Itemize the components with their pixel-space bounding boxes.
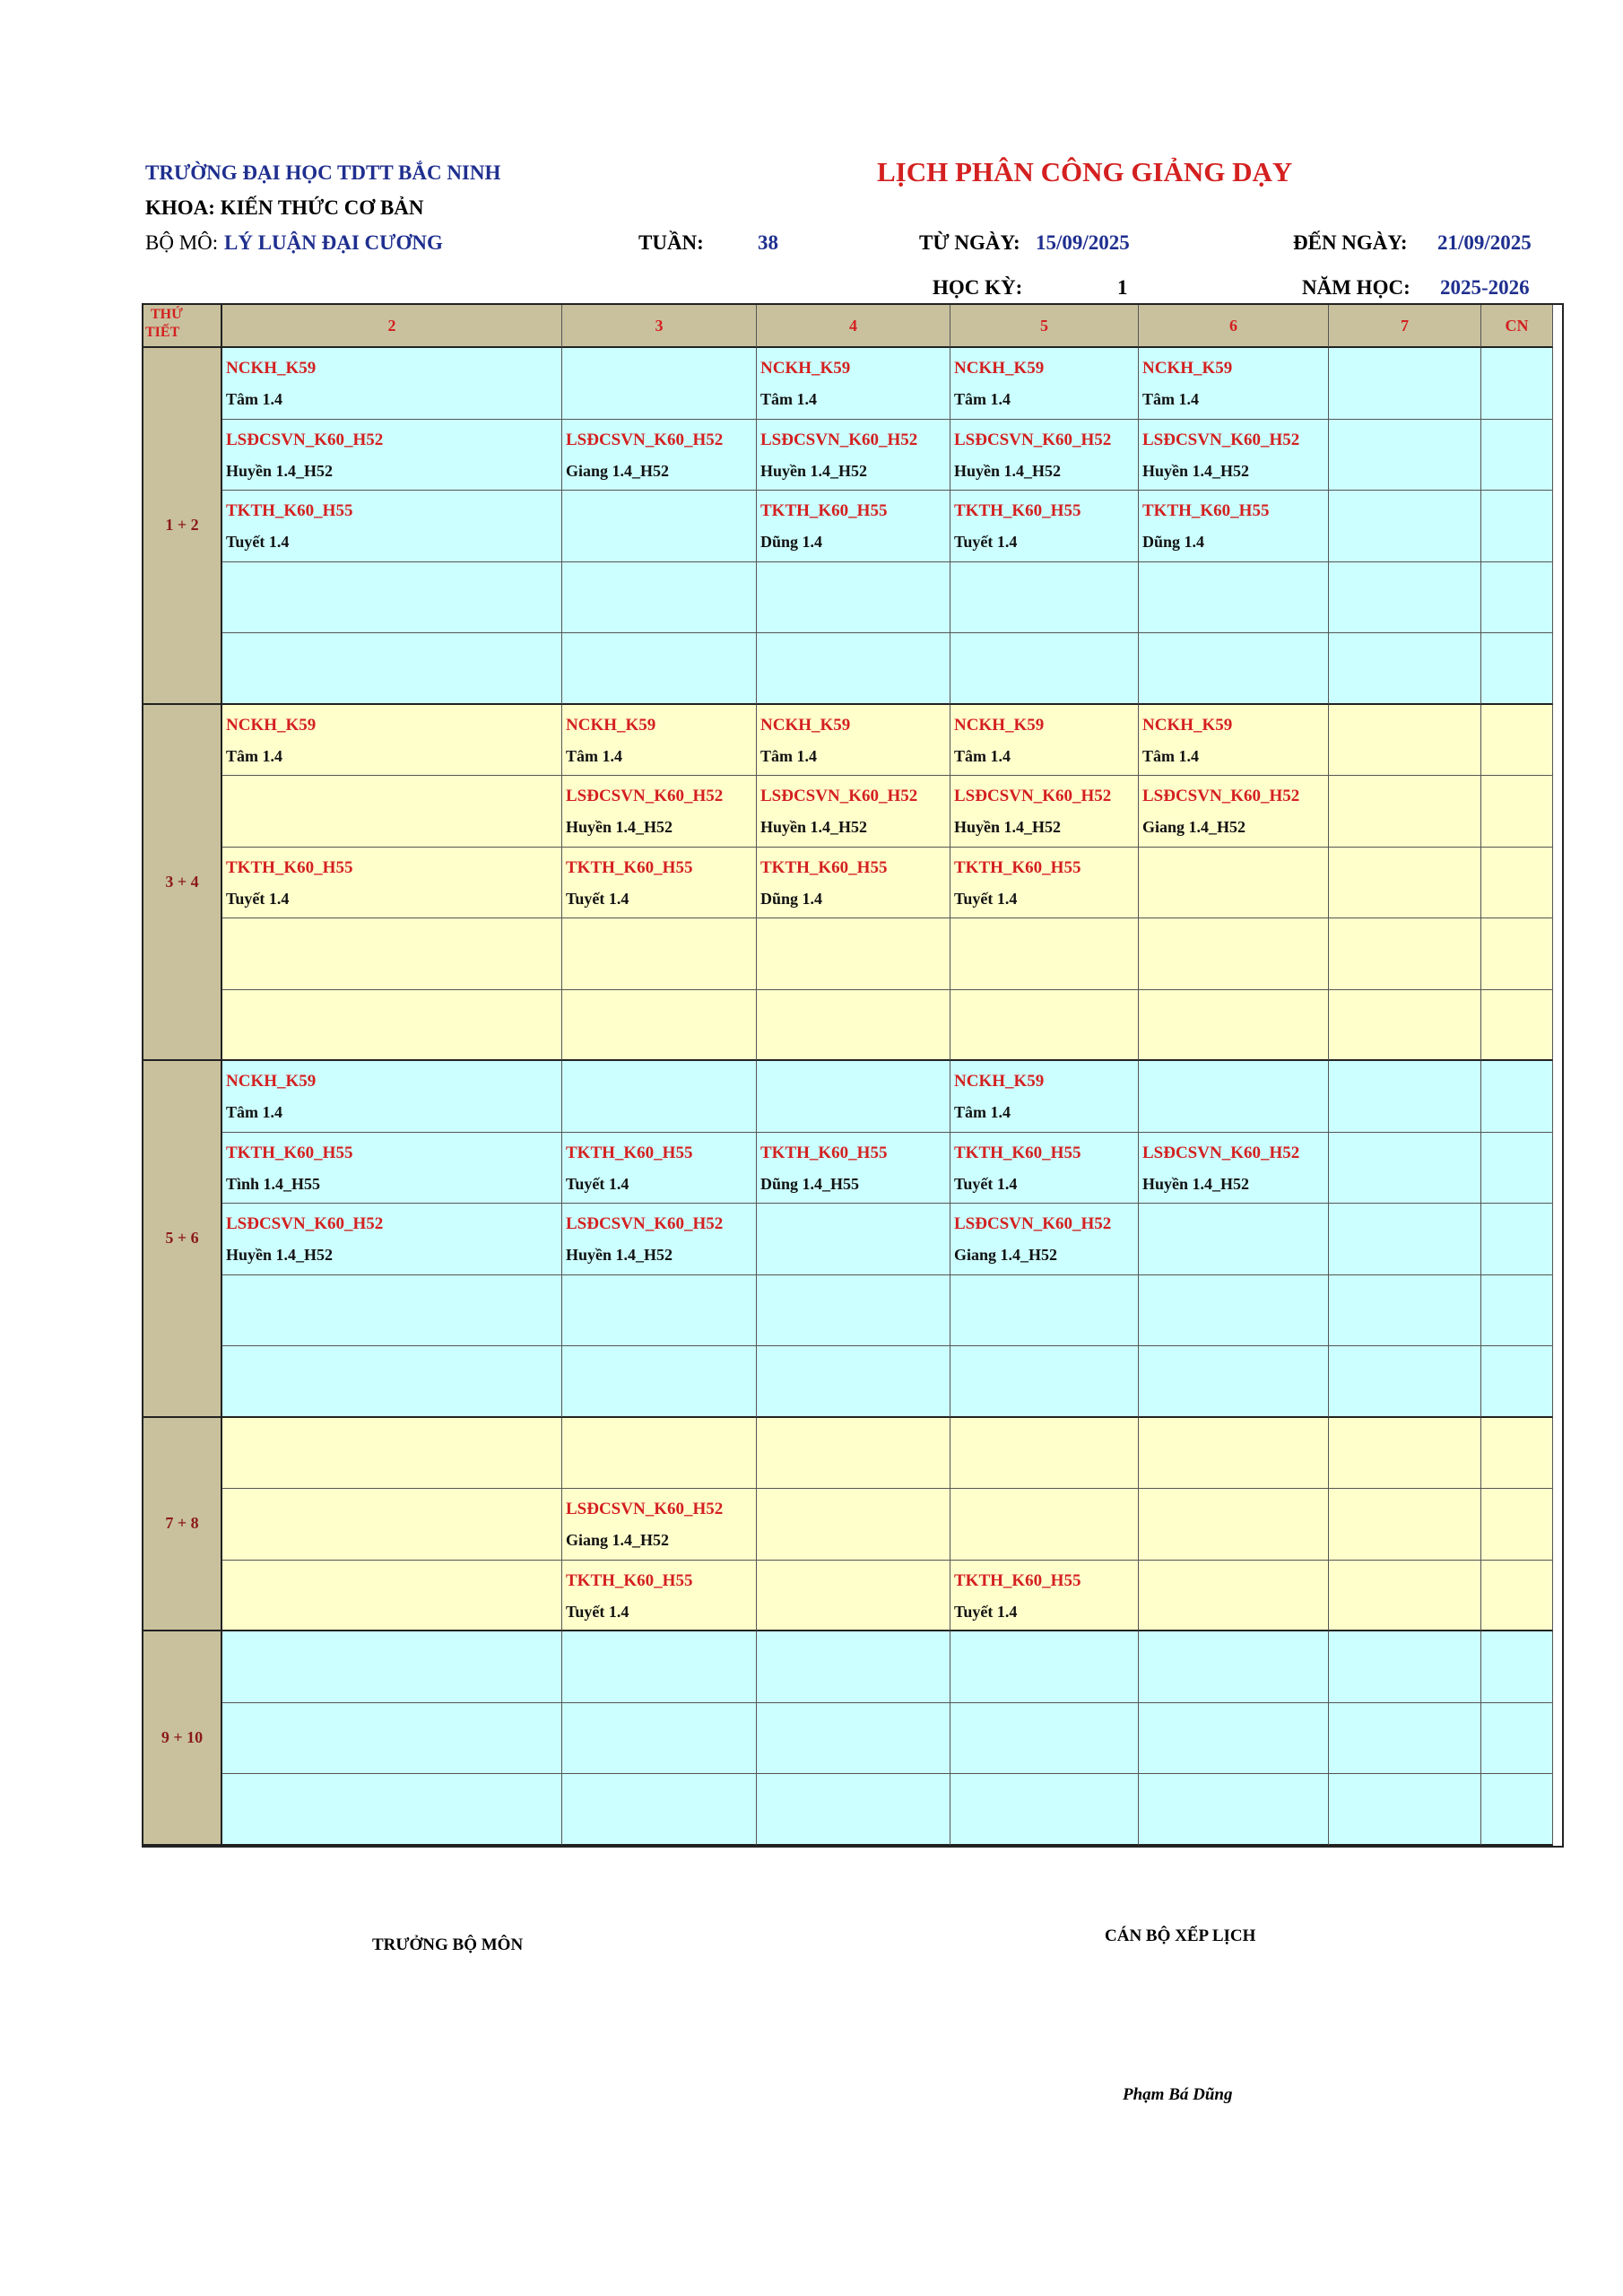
course-code: TKTH_K60_H55 — [954, 501, 1081, 520]
schedule-cell — [222, 1204, 562, 1275]
empty-cell — [950, 1418, 1139, 1490]
teacher-assignment: Huyền 1.4_H52 — [566, 1246, 673, 1264]
empty-cell — [562, 348, 757, 420]
schedule-cell — [757, 1133, 950, 1205]
empty-cell — [562, 1346, 757, 1418]
schedule-cell — [562, 420, 757, 491]
teacher-assignment: Tuyết 1.4 — [954, 889, 1018, 908]
schedule-cell — [222, 348, 562, 420]
empty-cell — [1329, 1061, 1481, 1133]
teacher-assignment: Dũng 1.4 — [760, 889, 823, 908]
empty-cell — [1329, 918, 1481, 990]
schedule-cell — [562, 1133, 757, 1205]
empty-cell — [1481, 1489, 1553, 1561]
course-code: TKTH_K60_H55 — [760, 1143, 888, 1162]
schedule-cell — [1139, 348, 1329, 420]
course-code: TKTH_K60_H55 — [954, 1570, 1081, 1590]
empty-cell — [222, 1418, 562, 1490]
day-header-4: 4 — [757, 305, 950, 348]
scheduler-title: CÁN BỘ XẾP LỊCH — [1105, 1926, 1256, 1945]
empty-cell — [757, 633, 950, 705]
day-header-7: 7 — [1329, 305, 1481, 348]
teacher-assignment: Huyền 1.4_H52 — [1142, 1174, 1250, 1193]
empty-cell — [757, 562, 950, 634]
empty-cell — [757, 1774, 950, 1846]
schedule-cell — [950, 1204, 1139, 1275]
teacher-assignment: Tuyết 1.4 — [954, 1602, 1018, 1621]
teacher-assignment: Tâm 1.4 — [954, 390, 1011, 408]
course-code: NCKH_K59 — [760, 359, 851, 378]
course-code: TKTH_K60_H55 — [566, 1143, 693, 1162]
empty-cell — [1481, 1703, 1553, 1775]
teacher-assignment: Giang 1.4_H52 — [954, 1246, 1058, 1264]
course-code: LSĐCSVN_K60_H52 — [1142, 787, 1300, 805]
course-code: NCKH_K59 — [760, 715, 851, 735]
empty-cell — [757, 1418, 950, 1490]
schedule-cell — [1139, 705, 1329, 777]
empty-cell — [757, 1204, 950, 1275]
head-of-department-title: TRƯỞNG BỘ MÔN — [372, 1935, 524, 1954]
empty-cell — [1481, 1346, 1553, 1418]
empty-cell — [1139, 848, 1329, 919]
empty-cell — [757, 990, 950, 1062]
school-year-label: NĂM HỌC: — [1302, 276, 1410, 299]
empty-cell — [1481, 990, 1553, 1062]
teacher-assignment: Tuyết 1.4 — [566, 1174, 629, 1193]
corner-period-label: TIẾT — [145, 325, 180, 340]
teacher-assignment: Tâm 1.4 — [226, 390, 282, 408]
empty-cell — [1329, 1418, 1481, 1490]
empty-cell — [1139, 918, 1329, 990]
course-code: LSĐCSVN_K60_H52 — [1142, 430, 1300, 449]
empty-cell — [1139, 1774, 1329, 1846]
empty-cell — [222, 918, 562, 990]
empty-cell — [950, 1774, 1139, 1846]
empty-cell — [562, 990, 757, 1062]
empty-cell — [757, 1489, 950, 1561]
empty-cell — [950, 1631, 1139, 1703]
schedule-cell — [757, 848, 950, 919]
course-code: TKTH_K60_H55 — [566, 857, 693, 877]
course-code: LSĐCSVN_K60_H52 — [954, 430, 1112, 449]
period-label: 3 + 4 — [165, 872, 199, 891]
course-code: LSĐCSVN_K60_H52 — [566, 787, 724, 805]
course-code: LSĐCSVN_K60_H52 — [760, 430, 918, 449]
schedule-cell — [950, 1061, 1139, 1133]
course-code: LSĐCSVN_K60_H52 — [566, 1500, 724, 1518]
schedule-cell — [950, 491, 1139, 562]
empty-cell — [1329, 633, 1481, 705]
empty-cell — [1329, 1346, 1481, 1418]
schedule-cell — [1139, 491, 1329, 562]
school-name: TRƯỜNG ĐẠI HỌC TDTT BẮC NINH — [145, 161, 501, 184]
empty-cell — [1481, 1061, 1553, 1133]
teacher-assignment: Huyền 1.4_H52 — [954, 461, 1062, 480]
schedule-cell — [757, 776, 950, 848]
schedule-cell — [757, 705, 950, 777]
empty-cell — [222, 562, 562, 634]
week-value: 38 — [758, 231, 778, 254]
empty-cell — [1139, 1346, 1329, 1418]
empty-cell — [950, 633, 1139, 705]
empty-cell — [757, 1631, 950, 1703]
teacher-assignment: Huyền 1.4_H52 — [566, 818, 673, 836]
empty-cell — [1329, 420, 1481, 491]
empty-cell — [1329, 1133, 1481, 1205]
to-date-value: 21/09/2025 — [1437, 231, 1532, 254]
schedule-table — [142, 303, 1564, 1848]
teacher-assignment: Tình 1.4_H55 — [226, 1174, 321, 1193]
teacher-assignment: Giang 1.4_H52 — [1142, 818, 1246, 836]
schedule-cell — [562, 848, 757, 919]
empty-cell — [950, 1489, 1139, 1561]
empty-cell — [757, 1346, 950, 1418]
course-code: TKTH_K60_H55 — [954, 1143, 1081, 1162]
department-label: BỘ MÔ: — [145, 231, 219, 254]
empty-cell — [1329, 348, 1481, 420]
course-code: TKTH_K60_H55 — [760, 857, 888, 877]
empty-cell — [757, 918, 950, 990]
teacher-assignment: Tâm 1.4 — [760, 390, 817, 408]
empty-cell — [1139, 1418, 1329, 1490]
empty-cell — [1139, 1061, 1329, 1133]
course-code: NCKH_K59 — [954, 715, 1045, 735]
to-date-label: ĐẾN NGÀY: — [1293, 231, 1408, 254]
schedule-cell — [950, 1133, 1139, 1205]
teacher-assignment: Huyền 1.4_H52 — [760, 818, 868, 836]
teacher-assignment: Tâm 1.4 — [1142, 390, 1199, 408]
teacher-assignment: Dũng 1.4_H55 — [760, 1174, 860, 1193]
teacher-assignment: Huyền 1.4_H52 — [954, 818, 1062, 836]
empty-cell — [1329, 1204, 1481, 1275]
course-code: NCKH_K59 — [954, 1072, 1045, 1091]
empty-cell — [562, 1703, 757, 1775]
period-header — [143, 1631, 222, 1846]
period-header — [143, 1418, 222, 1632]
course-code: NCKH_K59 — [226, 359, 317, 378]
empty-cell — [1329, 990, 1481, 1062]
period-header — [143, 1061, 222, 1418]
empty-cell — [1329, 1631, 1481, 1703]
teacher-assignment: Huyền 1.4_H52 — [226, 461, 334, 480]
empty-cell — [1329, 1489, 1481, 1561]
empty-cell — [222, 776, 562, 848]
empty-cell — [562, 918, 757, 990]
period-header — [143, 348, 222, 705]
teacher-assignment: Tâm 1.4 — [226, 746, 282, 765]
course-code: TKTH_K60_H55 — [954, 857, 1081, 877]
from-date-label: TỪ NGÀY: — [919, 231, 1020, 254]
course-code: TKTH_K60_H55 — [760, 501, 888, 520]
empty-cell — [1481, 1561, 1553, 1632]
empty-cell — [1329, 848, 1481, 919]
corner-day-label: THỨ — [151, 307, 183, 322]
empty-cell — [562, 1275, 757, 1347]
teacher-assignment: Dũng 1.4 — [1142, 533, 1205, 551]
course-code: LSĐCSVN_K60_H52 — [954, 1214, 1112, 1233]
empty-cell — [222, 1346, 562, 1418]
empty-cell — [222, 1703, 562, 1775]
empty-cell — [1139, 1275, 1329, 1347]
empty-cell — [757, 1275, 950, 1347]
teacher-assignment: Tuyết 1.4 — [566, 1602, 629, 1621]
schedule-cell — [1139, 1133, 1329, 1205]
empty-cell — [1329, 1275, 1481, 1347]
school-year-value: 2025-2026 — [1440, 276, 1530, 299]
empty-cell — [1481, 776, 1553, 848]
period-label: 7 + 8 — [165, 1514, 199, 1533]
empty-cell — [562, 562, 757, 634]
empty-cell — [1481, 918, 1553, 990]
empty-cell — [1481, 1204, 1553, 1275]
empty-cell — [950, 918, 1139, 990]
corner-header — [143, 305, 222, 348]
schedule-cell — [950, 420, 1139, 491]
empty-cell — [1329, 1561, 1481, 1632]
schedule-cell — [562, 1561, 757, 1632]
course-code: LSĐCSVN_K60_H52 — [566, 430, 724, 449]
empty-cell — [222, 1774, 562, 1846]
teacher-assignment: Tuyết 1.4 — [954, 533, 1018, 551]
day-header-6: 6 — [1139, 305, 1329, 348]
empty-cell — [222, 1275, 562, 1347]
teacher-assignment: Huyền 1.4_H52 — [1142, 461, 1250, 480]
period-label: 5 + 6 — [165, 1229, 199, 1248]
empty-cell — [950, 1703, 1139, 1775]
teacher-assignment: Tâm 1.4 — [954, 1103, 1011, 1121]
empty-cell — [1139, 990, 1329, 1062]
teacher-assignment: Tuyết 1.4 — [226, 889, 290, 908]
course-code: LSĐCSVN_K60_H52 — [226, 430, 384, 449]
teacher-assignment: Tuyết 1.4 — [226, 533, 290, 551]
schedule-cell — [757, 491, 950, 562]
teacher-assignment: Dũng 1.4 — [760, 533, 823, 551]
teacher-assignment: Giang 1.4_H52 — [566, 1531, 670, 1549]
empty-cell — [1139, 1631, 1329, 1703]
schedule-cell — [950, 348, 1139, 420]
empty-cell — [1481, 848, 1553, 919]
schedule-cell — [562, 1489, 757, 1561]
period-label: 1 + 2 — [165, 516, 199, 535]
empty-cell — [1139, 1204, 1329, 1275]
teacher-assignment: Tuyết 1.4 — [954, 1174, 1018, 1193]
empty-cell — [757, 1561, 950, 1632]
scheduler-name: Phạm Bá Dũng — [1123, 2085, 1233, 2104]
schedule-cell — [950, 776, 1139, 848]
empty-cell — [1139, 1703, 1329, 1775]
empty-cell — [1139, 1561, 1329, 1632]
course-code: TKTH_K60_H55 — [1142, 501, 1270, 520]
course-code: TKTH_K60_H55 — [226, 501, 353, 520]
empty-cell — [757, 1703, 950, 1775]
term-label: HỌC KỲ: — [933, 276, 1023, 299]
course-code: LSĐCSVN_K60_H52 — [566, 1214, 724, 1233]
period-header — [143, 705, 222, 1062]
empty-cell — [222, 1631, 562, 1703]
empty-cell — [1481, 1418, 1553, 1490]
schedule-cell — [222, 420, 562, 491]
schedule-cell — [562, 705, 757, 777]
empty-cell — [1481, 1275, 1553, 1347]
schedule-cell — [1139, 420, 1329, 491]
page-title: LỊCH PHÂN CÔNG GIẢNG DẠY — [877, 156, 1293, 187]
empty-cell — [950, 1275, 1139, 1347]
empty-cell — [950, 562, 1139, 634]
teacher-assignment: Tâm 1.4 — [760, 746, 817, 765]
empty-cell — [1481, 348, 1553, 420]
course-code: NCKH_K59 — [954, 359, 1045, 378]
schedule-cell — [222, 705, 562, 777]
empty-cell — [1481, 1774, 1553, 1846]
empty-cell — [1329, 1703, 1481, 1775]
empty-cell — [1329, 562, 1481, 634]
teacher-assignment: Giang 1.4_H52 — [566, 461, 670, 480]
course-code: TKTH_K60_H55 — [566, 1570, 693, 1590]
empty-cell — [950, 1346, 1139, 1418]
teacher-assignment: Tâm 1.4 — [226, 1103, 282, 1121]
schedule-cell — [950, 1561, 1139, 1632]
schedule-cell — [222, 1133, 562, 1205]
empty-cell — [1329, 705, 1481, 777]
course-code: NCKH_K59 — [226, 715, 317, 735]
course-code: LSĐCSVN_K60_H52 — [954, 787, 1112, 805]
schedule-cell — [222, 491, 562, 562]
empty-cell — [1329, 491, 1481, 562]
teacher-assignment: Tâm 1.4 — [954, 746, 1011, 765]
empty-cell — [222, 990, 562, 1062]
course-code: LSĐCSVN_K60_H52 — [760, 787, 918, 805]
schedule-cell — [950, 848, 1139, 919]
empty-cell — [1481, 1631, 1553, 1703]
empty-cell — [562, 1061, 757, 1133]
faculty-name: KHOA: KIẾN THỨC CƠ BẢN — [145, 196, 424, 219]
empty-cell — [950, 990, 1139, 1062]
empty-cell — [222, 1561, 562, 1632]
schedule-cell — [757, 420, 950, 491]
course-code: NCKH_K59 — [1142, 359, 1233, 378]
schedule-cell — [562, 776, 757, 848]
period-label: 9 + 10 — [161, 1727, 204, 1746]
empty-cell — [1481, 420, 1553, 491]
course-code: LSĐCSVN_K60_H52 — [1142, 1143, 1300, 1162]
schedule-cell — [222, 848, 562, 919]
day-header-cn: CN — [1481, 305, 1553, 348]
empty-cell — [562, 633, 757, 705]
empty-cell — [562, 491, 757, 562]
teacher-assignment: Huyền 1.4_H52 — [760, 461, 868, 480]
from-date-value: 15/09/2025 — [1036, 231, 1130, 254]
schedule-cell — [950, 705, 1139, 777]
day-header-2: 2 — [222, 305, 562, 348]
schedule-cell — [1139, 776, 1329, 848]
empty-cell — [222, 1489, 562, 1561]
course-code: LSĐCSVN_K60_H52 — [226, 1214, 384, 1233]
course-code: TKTH_K60_H55 — [226, 1143, 353, 1162]
empty-cell — [1329, 1774, 1481, 1846]
course-code: TKTH_K60_H55 — [226, 857, 353, 877]
department-name: LÝ LUẬN ĐẠI CƯƠNG — [224, 231, 443, 254]
day-header-3: 3 — [562, 305, 757, 348]
teacher-assignment: Tâm 1.4 — [1142, 746, 1199, 765]
empty-cell — [562, 1418, 757, 1490]
week-label: TUẦN: — [638, 231, 704, 254]
course-code: NCKH_K59 — [566, 715, 656, 735]
day-header-5: 5 — [950, 305, 1139, 348]
empty-cell — [1481, 705, 1553, 777]
empty-cell — [1139, 633, 1329, 705]
course-code: NCKH_K59 — [1142, 715, 1233, 735]
teacher-assignment: Huyền 1.4_H52 — [226, 1246, 334, 1264]
empty-cell — [222, 633, 562, 705]
empty-cell — [562, 1774, 757, 1846]
empty-cell — [1481, 562, 1553, 634]
empty-cell — [757, 1061, 950, 1133]
teacher-assignment: Tuyết 1.4 — [566, 889, 629, 908]
empty-cell — [1139, 1489, 1329, 1561]
empty-cell — [1481, 1133, 1553, 1205]
schedule-cell — [757, 348, 950, 420]
empty-cell — [1139, 562, 1329, 634]
teacher-assignment: Tâm 1.4 — [566, 746, 622, 765]
term-value: 1 — [1117, 276, 1128, 299]
empty-cell — [1329, 776, 1481, 848]
empty-cell — [562, 1631, 757, 1703]
empty-cell — [1481, 491, 1553, 562]
schedule-cell — [222, 1061, 562, 1133]
empty-cell — [1481, 633, 1553, 705]
schedule-cell — [562, 1204, 757, 1275]
course-code: NCKH_K59 — [226, 1072, 317, 1091]
